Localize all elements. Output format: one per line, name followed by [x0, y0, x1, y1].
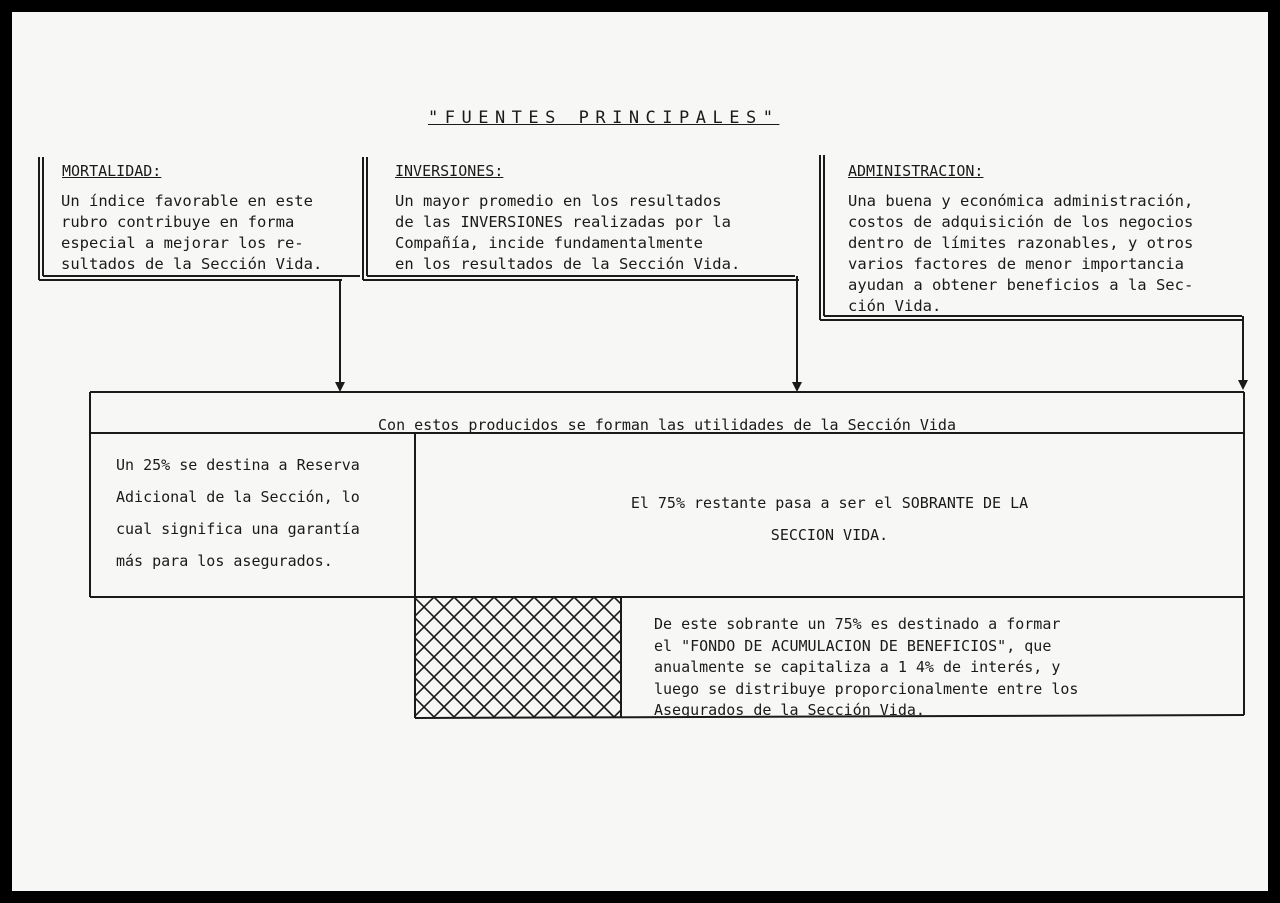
administracion-text: Una buena y económica administración, costos de adquisición de los negocios dentro de límites razonables, y otros varios factores de menor importancia ayudan a obtener beneficios a la Sec- ción Vida. [848, 192, 1194, 315]
hatch-line [513, 596, 621, 718]
hatch-line [513, 596, 621, 718]
administracion-heading: ADMINISTRACION: [848, 162, 984, 180]
administracion-arrowhead [1238, 380, 1248, 390]
mortalidad-arrowhead [335, 382, 345, 392]
hatch-line [415, 596, 475, 718]
mortalidad-text: Un índice favorable en este rubro contribuye en forma especial a mejorar los re- sultados de la Sección Vida. [61, 192, 323, 273]
page-title: "FUENTES PRINCIPALES" [428, 108, 780, 128]
inversiones-text: Un mayor promedio en los resultados de las INVERSIONES realizadas por la Compañía, incide fundamentalmente en los resultados de la Sección Vida. [395, 192, 741, 273]
surplus-text: El 75% restante pasa a ser el SOBRANTE DE LA SECCION VIDA. [630, 494, 1029, 544]
crosshatch-area [415, 596, 621, 718]
hatch-line [415, 596, 515, 718]
fund-text: De este sobrante un 75% es destinado a formar el "FONDO DE ACUMULACION DE BENEFICIOS", que anualmente se capitaliza a 1 4% de interés, y luego se distribuye proporcionalmente entre los Asegurados de la Sección Vida. [654, 615, 1079, 719]
inversiones-arrowhead [792, 382, 802, 392]
mortalidad-heading: MORTALIDAD: [62, 162, 162, 180]
inversiones-heading: INVERSIONES: [395, 162, 504, 180]
reserve-text: Un 25% se destina a Reserva Adicional de la Sección, lo cual significa una garantía más para los asegurados. [116, 456, 360, 570]
hatch-line [415, 596, 515, 718]
hatch-line [415, 596, 475, 718]
document-page [12, 12, 1268, 891]
utilities-header-text: Con estos producidos se forman las utilidades de la Sección Vida [378, 416, 956, 434]
